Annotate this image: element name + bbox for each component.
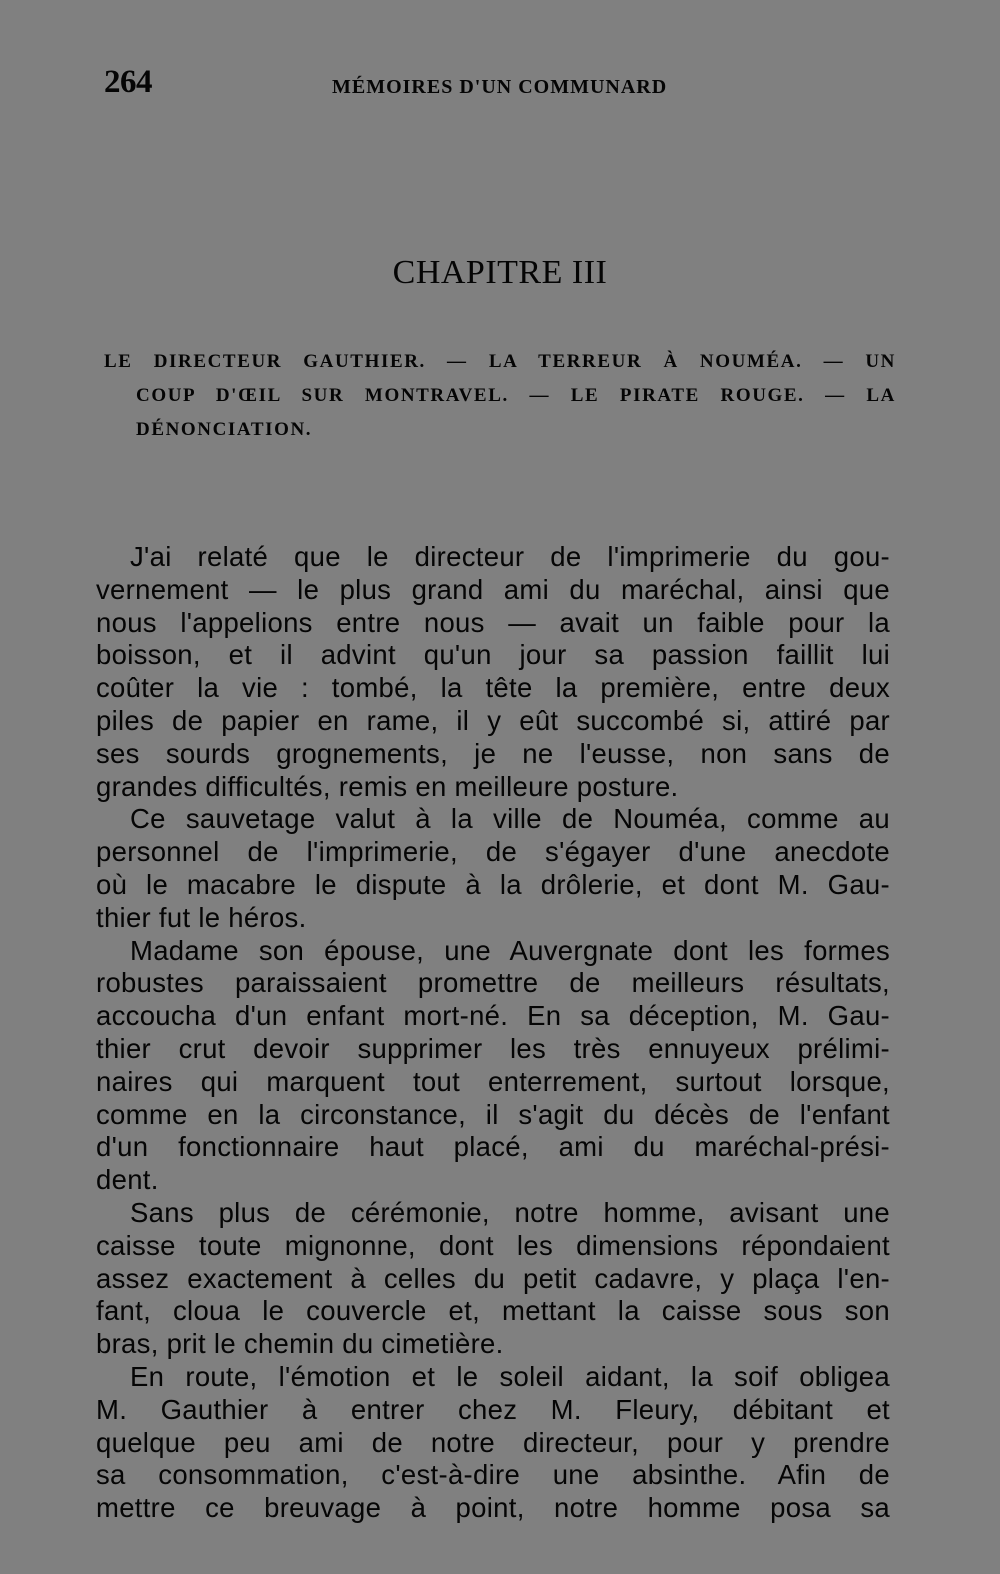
text-line: assez exactement à celles du petit cadavre, y plaça l'en-: [96, 1262, 890, 1294]
text-line: Ce sauvetage valut à la ville de Nouméa, comme au: [130, 803, 890, 835]
text-line: accoucha d'un enfant mort-né. En sa déception, M. Gau-: [96, 1000, 890, 1032]
text-line: coûter la vie : tombé, la tête la première, entre deux: [96, 672, 890, 704]
text-line: naires qui marquent tout enterrement, surtout lorsque,: [96, 1065, 890, 1097]
text-line: boisson, et il advint qu'un jour sa passion faillit lui: [96, 639, 890, 671]
chapter-summary: [104, 345, 896, 447]
text-line: quelque peu ami de notre directeur, pour y prendre: [96, 1426, 890, 1458]
text-line: thier fut le héros.: [96, 901, 307, 933]
body-text: [96, 541, 890, 1525]
text-line: robustes paraissaient promettre de meilleurs résultats,: [96, 967, 890, 999]
text-line: Sans plus de cérémonie, notre homme, avisant une: [130, 1196, 890, 1228]
summary-line: COUP D'ŒIL SUR MONTRAVEL. — LE PIRATE ROUGE. — LA: [136, 385, 896, 406]
text-line: thier crut devoir supprimer les très ennuyeux prélimi-: [96, 1032, 890, 1064]
text-line: fant, cloua le couvercle et, mettant la caisse sous son: [96, 1295, 890, 1327]
text-line: M. Gauthier à entrer chez M. Fleury, débitant et: [96, 1393, 890, 1425]
text-line: comme en la circonstance, il s'agit du décès de l'enfant: [96, 1098, 890, 1130]
text-line: dent.: [96, 1164, 159, 1196]
text-line: ses sourds grognements, je ne l'eusse, non sans de: [96, 737, 890, 769]
summary-line: LE DIRECTEUR GAUTHIER. — LA TERREUR À NOUMÉA. — UN: [104, 351, 896, 372]
text-line: grandes difficultés, remis en meilleure posture.: [96, 770, 679, 802]
text-line: bras, prit le chemin du cimetière.: [96, 1328, 504, 1360]
text-line: sa consommation, c'est-à-dire une absinthe. Afin de: [96, 1459, 890, 1491]
text-line: caisse toute mignonne, dont les dimensions répondaient: [96, 1229, 890, 1261]
text-line: vernement — le plus grand ami du maréchal, ainsi que: [96, 573, 890, 605]
text-line: où le macabre le dispute à la drôlerie, et dont M. Gau-: [96, 868, 890, 900]
running-header: [104, 64, 904, 108]
page-number: 264: [104, 64, 152, 100]
chapter-heading: CHAPITRE III: [392, 254, 608, 291]
text-line: personnel de l'imprimerie, de s'égayer d'une anecdote: [96, 836, 890, 868]
running-title: MÉMOIRES D'UN COMMUNARD: [332, 76, 668, 98]
text-line: nous l'appelions entre nous — avait un faible pour la: [96, 606, 890, 638]
text-line: mettre ce breuvage à point, notre homme posa sa: [96, 1492, 890, 1524]
text-line: d'un fonctionnaire haut placé, ami du maréchal-prési-: [96, 1131, 890, 1163]
text-line: piles de papier en rame, il y eût succombé si, attiré par: [96, 704, 890, 736]
text-line: En route, l'émotion et le soleil aidant, la soif obligea: [130, 1360, 890, 1392]
summary-line: DÉNONCIATION.: [136, 419, 313, 440]
text-line: J'ai relaté que le directeur de l'imprimerie du gou-: [130, 541, 890, 572]
text-line: Madame son épouse, une Auvergnate dont les formes: [130, 934, 890, 966]
